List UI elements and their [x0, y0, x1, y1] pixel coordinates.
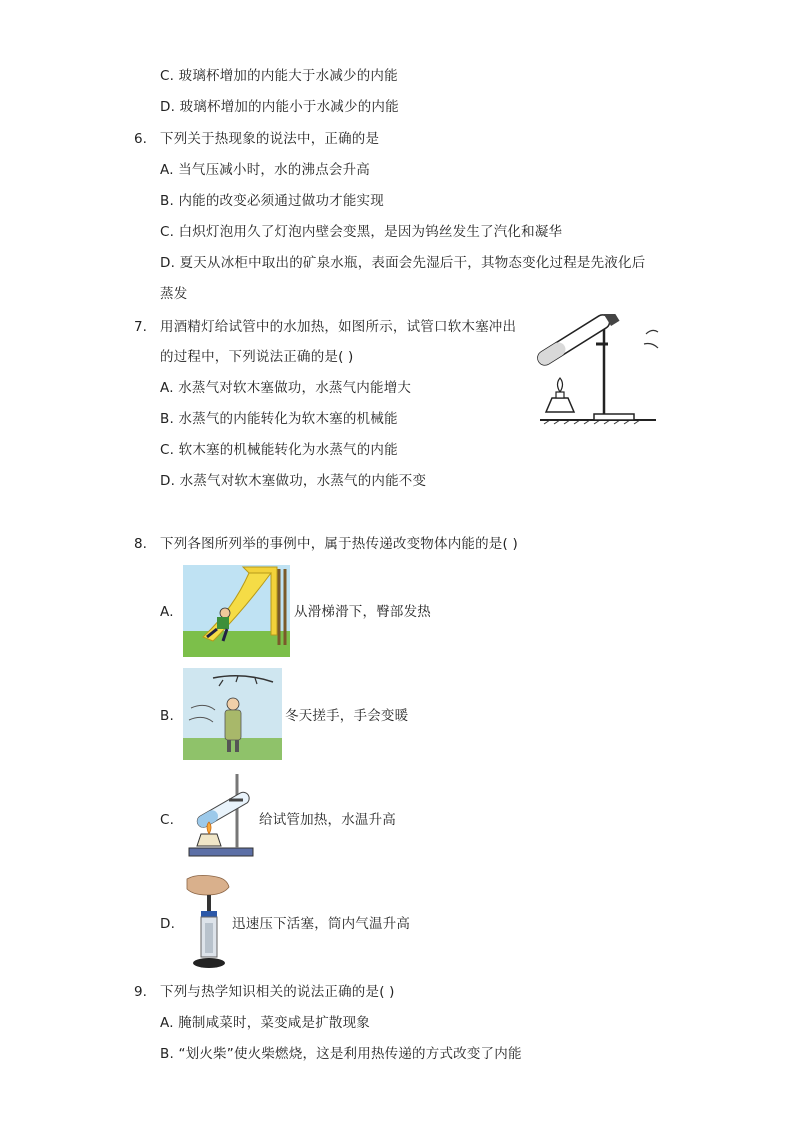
option-letter: A.	[160, 380, 174, 396]
option-letter: C.	[160, 442, 175, 458]
q7-option-d	[160, 472, 426, 490]
option-text: 玻璃杯增加的内能小于水减少的内能	[179, 99, 399, 115]
option-text: 白炽灯泡用久了灯泡内壁会变黑，是因为钨丝发生了汽化和凝华	[178, 224, 563, 240]
option-text: 软木塞的机械能转化为水蒸气的内能	[178, 442, 398, 458]
q6-option-d	[160, 254, 645, 272]
piston-cylinder-picture	[183, 873, 233, 973]
q5-option-c	[160, 67, 398, 85]
option-letter: A.	[160, 162, 174, 178]
heating-test-tube-picture	[183, 770, 259, 864]
option-text: 内能的改变必须通过做功才能实现	[178, 193, 384, 209]
q8-option-c-letter: C.	[160, 812, 175, 828]
option-letter: A.	[160, 1015, 174, 1031]
option-text: 水蒸气对软木塞做功，水蒸气内能增大	[178, 380, 412, 396]
q7-stem-line1: 用酒精灯给试管中的水加热，如图所示，试管口软木塞冲出	[160, 319, 517, 335]
q8-option-d-text: 迅速压下活塞，筒内气温升高	[232, 916, 411, 932]
q7-stem-line2: 的过程中，下列说法正确的是( )	[160, 349, 354, 365]
q6-stem: 下列关于热现象的说法中，正确的是	[160, 131, 380, 147]
option-letter: D.	[160, 99, 176, 115]
q7-option-b	[160, 410, 398, 428]
option-letter: B.	[160, 411, 174, 427]
option-text: “划火柴”使火柴燃烧，这是利用热传递的方式改变了内能	[178, 1046, 522, 1062]
option-text: 当气压减小时，水的沸点会升高	[178, 162, 371, 178]
q7-test-tube-figure	[534, 314, 662, 426]
q8-stem: 下列各图所列举的事例中，属于热传递改变物体内能的是( )	[160, 536, 518, 552]
option-letter: B.	[160, 1046, 174, 1062]
q8-option-a-text: 从滑梯滑下，臀部发热	[294, 604, 431, 620]
q7-option-a	[160, 379, 411, 397]
q8-option-d-letter: D.	[160, 916, 176, 932]
q8-option-b-text: 冬天搓手，手会变暖	[285, 708, 409, 724]
q6-number: 6.	[134, 131, 147, 147]
q5-option-d	[160, 98, 399, 116]
q6-option-b	[160, 192, 384, 210]
option-text: 水蒸气的内能转化为软木塞的机械能	[178, 411, 398, 427]
q7-option-c	[160, 441, 398, 459]
q9-option-b	[160, 1045, 522, 1063]
q7-number: 7.	[134, 319, 147, 335]
q8-option-b-letter: B.	[160, 708, 174, 724]
q6-option-a	[160, 161, 370, 179]
option-letter: C.	[160, 224, 175, 240]
q6-option-c	[160, 223, 562, 241]
option-text: 水蒸气对软木塞做功，水蒸气的内能不变	[179, 473, 427, 489]
slide-playground-picture	[183, 565, 290, 657]
option-letter: D.	[160, 473, 176, 489]
q8-option-a-letter: A.	[160, 604, 174, 620]
option-letter: C.	[160, 68, 175, 84]
option-text: 腌制咸菜时，菜变咸是扩散现象	[178, 1015, 371, 1031]
option-letter: B.	[160, 193, 174, 209]
option-text: 夏天从冰柜中取出的矿泉水瓶，表面会先湿后干，其物态变化过程是先液化后	[179, 255, 646, 271]
q8-option-c-text: 给试管加热，水温升高	[259, 812, 396, 828]
q9-number: 9.	[134, 984, 147, 1000]
q9-option-a	[160, 1014, 370, 1032]
option-letter: D.	[160, 255, 176, 271]
rubbing-hands-picture	[183, 668, 282, 760]
option-text: 玻璃杯增加的内能大于水减少的内能	[178, 68, 398, 84]
q6-option-d-continued: 蒸发	[160, 286, 188, 302]
q8-number: 8.	[134, 536, 147, 552]
q9-stem: 下列与热学知识相关的说法正确的是( )	[160, 984, 395, 1000]
